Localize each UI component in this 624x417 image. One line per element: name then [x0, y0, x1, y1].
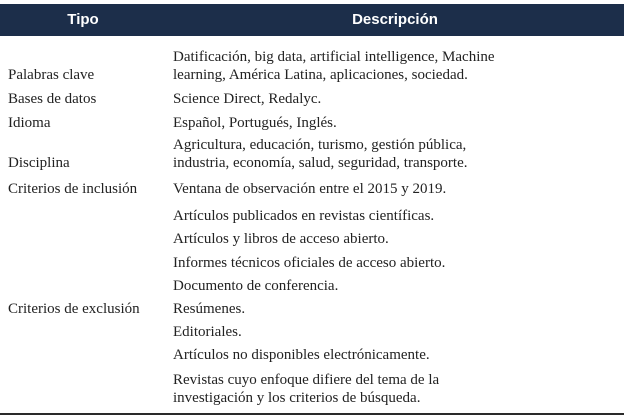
row-label-criterios-exclusion: Criterios de exclusión	[8, 301, 140, 317]
row-desc-line: industria, economía, salud, seguridad, transporte.	[173, 155, 468, 171]
row-label-palabras-clave: Palabras clave	[8, 67, 95, 83]
header-tipo: Tipo	[67, 11, 99, 28]
row-desc-line: Resúmenes.	[173, 301, 246, 317]
row-desc-line: Español, Portugués, Inglés.	[173, 115, 337, 131]
table-header	[0, 4, 624, 36]
row-desc-line: Informes técnicos oficiales de acceso abierto.	[173, 255, 446, 271]
row-desc-line: Artículos y libros de acceso abierto.	[173, 231, 389, 247]
row-desc-line: Artículos publicados en revistas científicas.	[173, 208, 435, 224]
row-desc-line: learning, América Latina, aplicaciones, sociedad.	[173, 67, 468, 83]
row-label-idioma: Idioma	[8, 115, 51, 131]
row-desc-line: Artículos no disponibles electrónicamente.	[173, 347, 430, 363]
row-desc-line: Agricultura, educación, turismo, gestión pública,	[173, 137, 467, 153]
header-descripcion: Descripción	[352, 11, 438, 28]
row-desc-line: Editoriales.	[173, 324, 242, 340]
row-label-criterios-inclusion: Criterios de inclusión	[8, 181, 138, 197]
table-bottom-rule	[0, 413, 624, 415]
row-label-disciplina: Disciplina	[8, 155, 70, 171]
row-desc-line: Ventana de observación entre el 2015 y 2019.	[173, 181, 447, 197]
row-desc-line: investigación y los criterios de búsqueda.	[173, 390, 421, 406]
row-desc-line: Science Direct, Redalyc.	[173, 91, 322, 107]
row-desc-line: Datificación, big data, artificial intelligence, Machine	[173, 49, 495, 65]
row-label-bases-de-datos: Bases de datos	[8, 91, 97, 107]
row-desc-line: Documento de conferencia.	[173, 278, 339, 294]
row-desc-line: Revistas cuyo enfoque difiere del tema de la	[173, 372, 440, 388]
